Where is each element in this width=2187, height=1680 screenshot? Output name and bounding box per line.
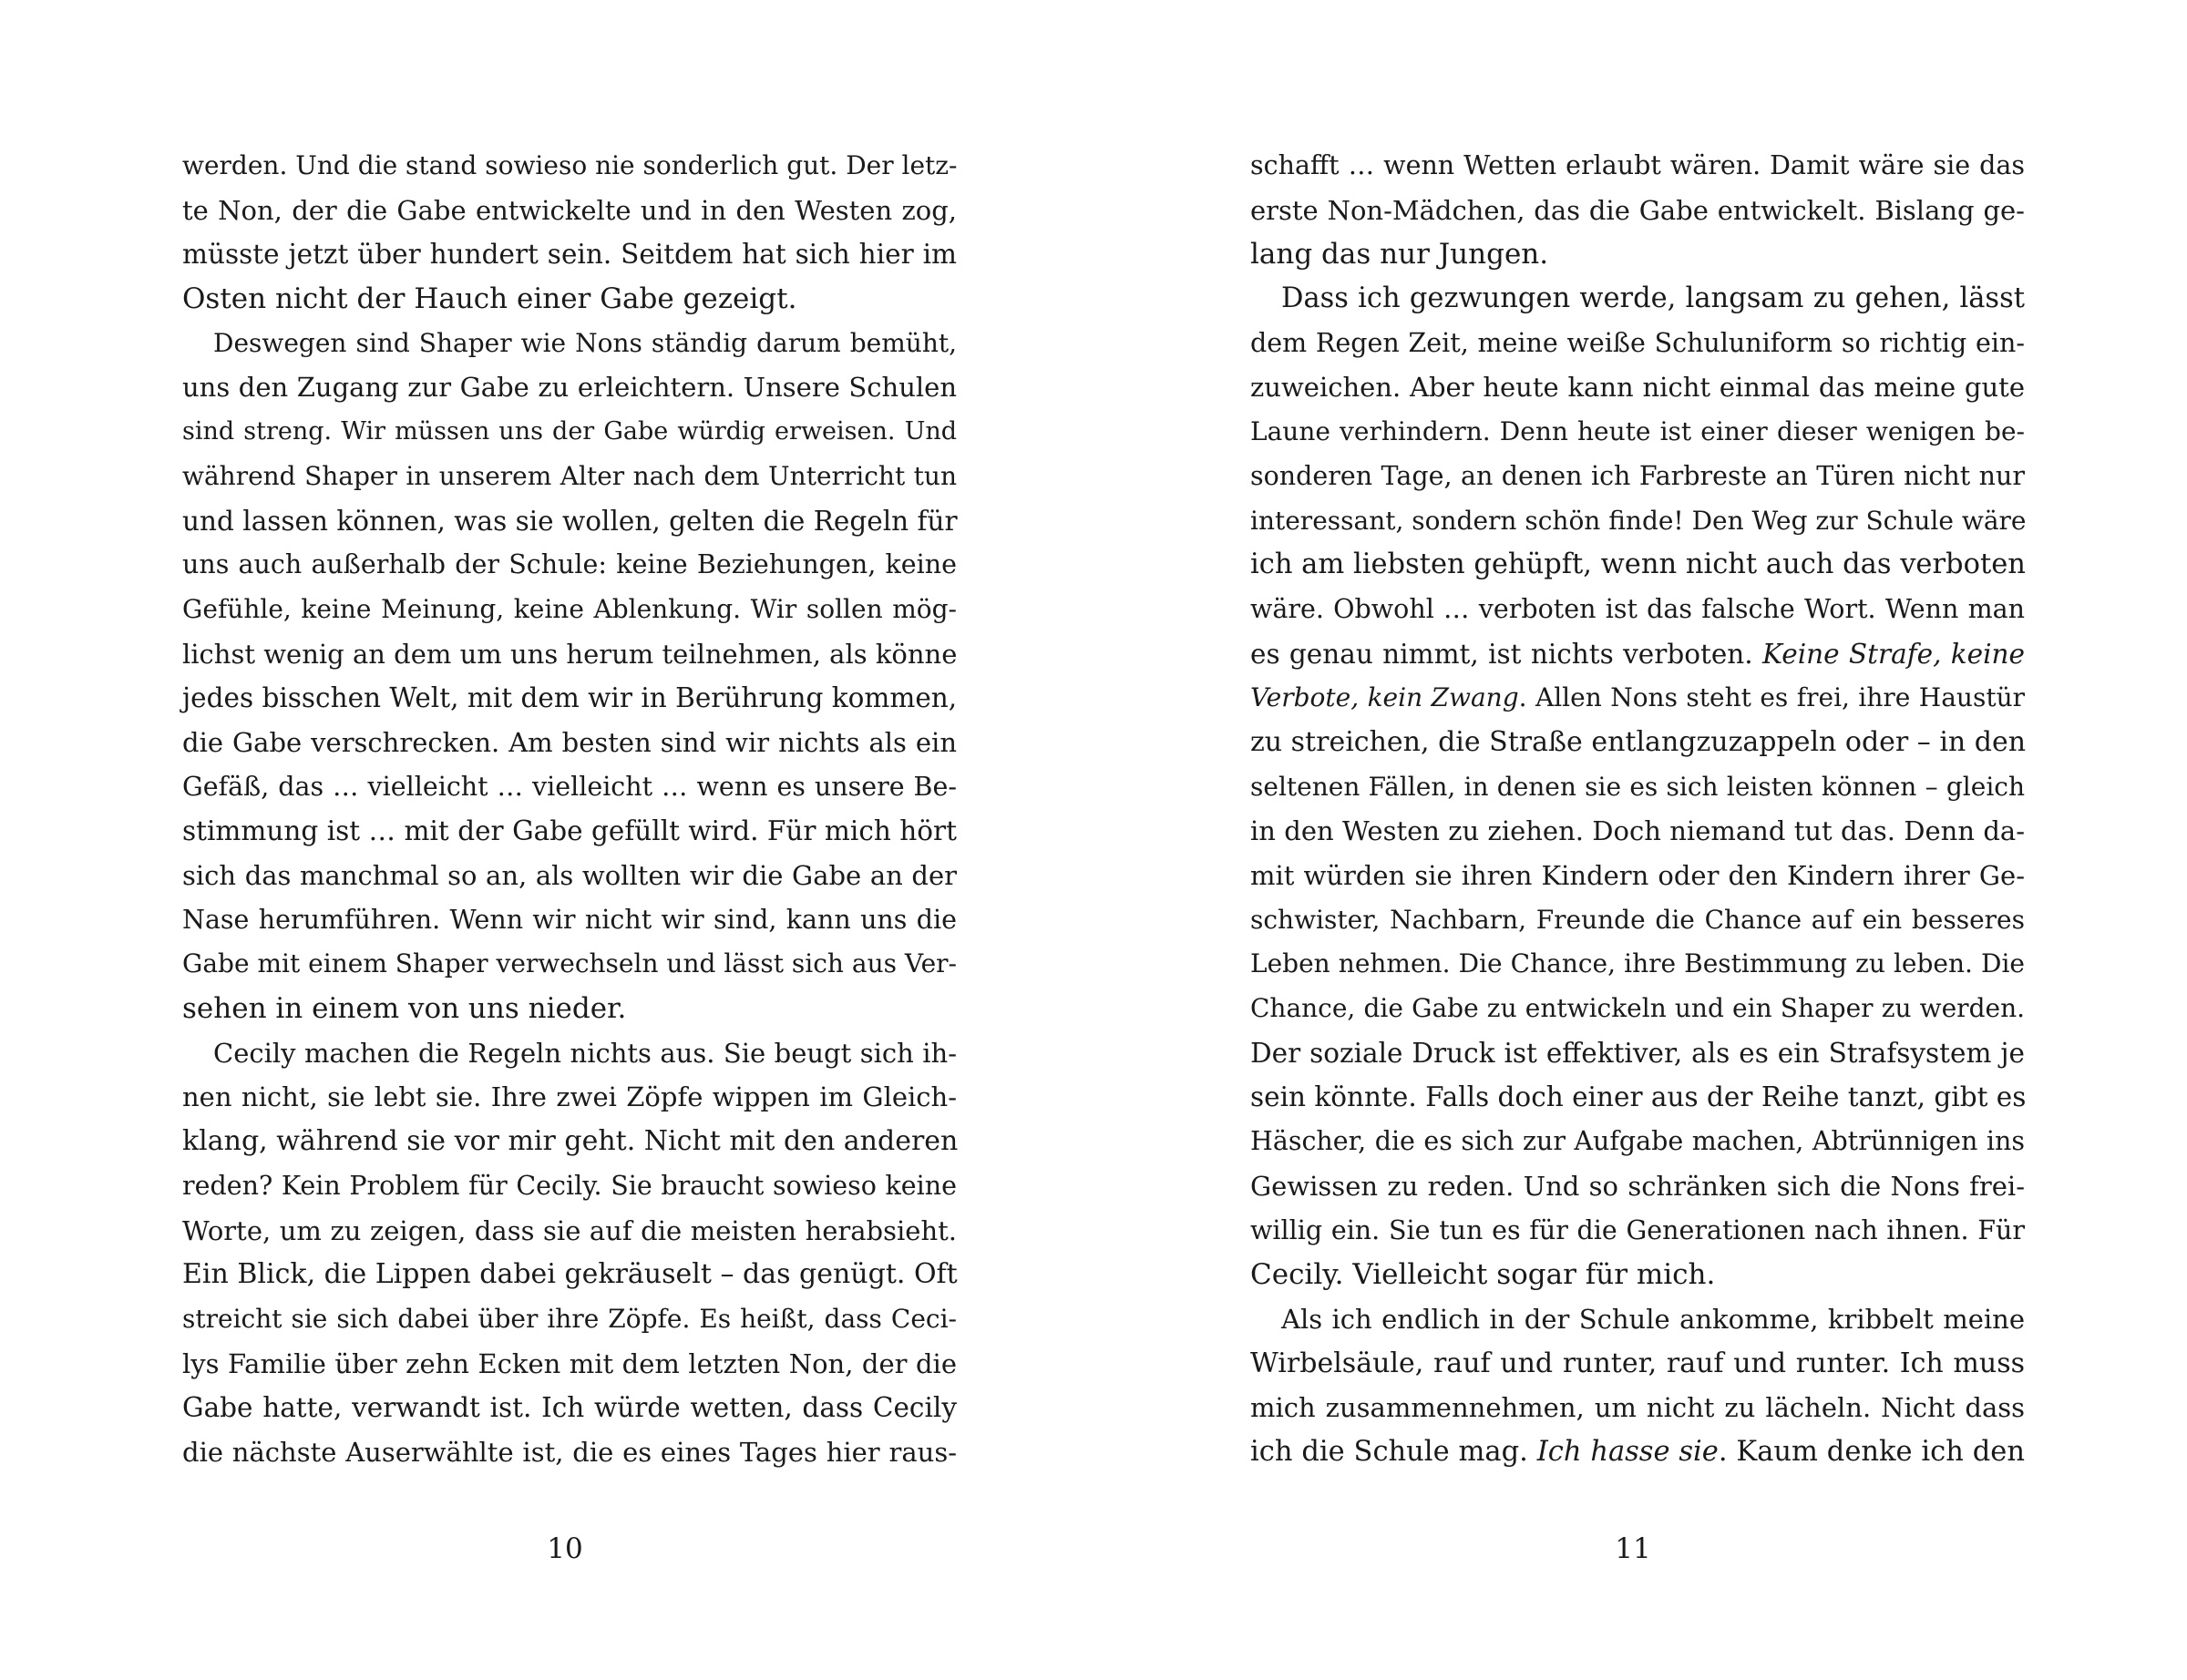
- italic-text-run: Ich hasse sie: [1536, 1435, 1719, 1468]
- text-run: Als ich endlich in der Schule ankomme, kribbelt meine: [1281, 1303, 2025, 1335]
- text-run: lang das nur Jungen.: [1250, 238, 1549, 271]
- text-line: Cecily machen die Regeln nichts aus. Sie beugt sich ih-: [213, 1037, 957, 1069]
- text-line: Gefäß, das … vielleicht … vielleicht … wenn es unsere Be-: [182, 771, 957, 802]
- text-line: Gabe mit einem Shaper verwechseln und lässt sich aus Ver-: [182, 948, 957, 979]
- text-run: zu streichen, die Straße entlangzuzappeln oder – in den: [1250, 725, 2027, 758]
- text-run: ich die Schule mag.: [1250, 1435, 1537, 1468]
- text-line: [1250, 1297, 2025, 1342]
- text-run: erste Non-Mädchen, das die Gabe entwickelt. Bislang ge-: [1250, 194, 2025, 226]
- text-line: [1250, 1253, 2025, 1297]
- text-line: [1250, 765, 2025, 810]
- text-run: mich zusammennehmen, um nicht zu lächeln. Nicht dass: [1250, 1392, 2025, 1424]
- italic-text-run: Keine Strafe, keine: [1762, 638, 2025, 670]
- text-run: Leben nehmen. Die Chance, ihre Bestimmung zu leben. Die: [1250, 948, 2025, 979]
- text-line: Osten nicht der Hauch einer Gabe gezeigt.: [182, 282, 797, 316]
- text-run: willig ein. Sie tun es für die Generationen nach ihnen. Für: [1250, 1214, 2025, 1245]
- text-run: interessant, sondern schön finde! Den Weg zur Schule wäre: [1250, 505, 2027, 536]
- text-line: uns den Zugang zur Gabe zu erleichtern. Unsere Schulen: [182, 372, 957, 404]
- text-line: [1250, 499, 2025, 544]
- left-page-text: [182, 144, 957, 1475]
- text-run: . Allen Nons steht es frei, ihre Haustür: [1518, 682, 2025, 713]
- text-line: Gabe hatte, verwandt ist. Ich würde wetten, dass Cecily: [182, 1392, 957, 1424]
- text-line: [1250, 1430, 2025, 1475]
- text-line: [1250, 365, 2025, 410]
- text-line: [1250, 543, 2025, 588]
- page-number-left: 10: [547, 1532, 583, 1565]
- text-run: Cecily. Vielleicht sogar für mich.: [1250, 1258, 1716, 1292]
- text-run: seltenen Fällen, in denen sie es sich leisten können – gleich: [1250, 771, 2025, 802]
- text-run: Gewissen zu reden. Und so schränken sich die Nons frei-: [1250, 1170, 2025, 1202]
- text-line: lichst wenig an dem um uns herum teilnehmen, als könne: [182, 638, 958, 670]
- text-line: [1250, 942, 2025, 987]
- text-line: [1250, 277, 2025, 322]
- page-number-right: 11: [1615, 1532, 1651, 1565]
- text-line: [1250, 455, 2025, 499]
- text-line: Nase herumführen. Wenn wir nicht wir sind, kann uns die: [182, 904, 957, 935]
- italic-text-run: Verbote, kein Zwang: [1250, 682, 1519, 713]
- text-run: zuweichen. Aber heute kann nicht einmal das meine gute: [1250, 372, 2025, 404]
- text-run: mit würden sie ihren Kindern oder den Kindern ihrer Ge-: [1250, 860, 2025, 891]
- text-line: stimmung ist … mit der Gabe gefüllt wird. Für mich hört: [182, 815, 957, 847]
- text-line: [1250, 410, 2025, 455]
- text-line: lys Familie über zehn Ecken mit dem letzten Non, der die: [182, 1347, 957, 1379]
- text-line: [1250, 721, 2025, 765]
- text-line: [1250, 898, 2025, 943]
- text-run: schafft … wenn Wetten erlaubt wären. Damit wäre sie das: [1250, 150, 2025, 180]
- text-line: Ein Blick, die Lippen dabei gekräuselt – das genügt. Oft: [182, 1258, 958, 1291]
- text-run: wäre. Obwohl … verboten ist das falsche Wort. Wenn man: [1250, 593, 2025, 624]
- text-run: es genau nimmt, ist nichts verboten.: [1250, 638, 1763, 670]
- text-line: jedes bisschen Welt, mit dem wir in Berührung kommen,: [182, 682, 958, 714]
- text-line: [1250, 232, 2025, 277]
- text-line: die nächste Auserwählte ist, die es eines Tages hier raus-: [182, 1436, 957, 1468]
- text-run: sein könnte. Falls doch einer aus der Reihe tanzt, gibt es: [1250, 1081, 2027, 1113]
- text-line: Worte, um zu zeigen, dass sie auf die meisten herabsieht.: [182, 1214, 957, 1246]
- text-run: Der soziale Druck ist effektiver, als es ein Strafsystem je: [1250, 1037, 2025, 1069]
- text-line: [1250, 144, 2025, 189]
- text-line: [1250, 1120, 2025, 1164]
- text-line: Gefühle, keine Meinung, keine Ablenkung. Wir sollen mög-: [182, 593, 957, 624]
- text-run: Dass ich gezwungen werde, langsam zu gehen, lässt: [1281, 282, 2025, 315]
- text-line: uns auch außerhalb der Schule: keine Beziehungen, keine: [182, 549, 957, 580]
- text-line: [1250, 1342, 2025, 1387]
- text-run: dem Regen Zeit, meine weiße Schuluniform so richtig ein-: [1250, 327, 2025, 358]
- text-run: Chance, die Gabe zu entwickeln und ein Shaper zu werden.: [1250, 993, 2025, 1024]
- text-line: sehen in einem von uns nieder.: [182, 992, 627, 1026]
- text-line: [1250, 1075, 2025, 1120]
- text-run: Laune verhindern. Denn heute ist einer dieser wenigen be-: [1250, 416, 2025, 447]
- text-line: und lassen können, was sie wollen, gelten die Regeln für: [182, 505, 958, 537]
- text-run: schwister, Nachbarn, Freunde die Chance auf ein besseres: [1250, 904, 2025, 935]
- text-line: die Gabe verschrecken. Am besten sind wir nichts als ein: [182, 726, 957, 758]
- text-run: Wirbelsäule, rauf und runter, rauf und runter. Ich muss: [1250, 1347, 2025, 1379]
- text-line: Deswegen sind Shaper wie Nons ständig darum bemüht,: [213, 327, 957, 358]
- text-line: nen nicht, sie lebt sie. Ihre zwei Zöpfe wippen im Gleich-: [182, 1081, 957, 1113]
- text-line: [1250, 1164, 2025, 1209]
- text-line: [1250, 987, 2025, 1031]
- text-line: [1250, 1386, 2025, 1430]
- text-line: [1250, 1209, 2025, 1254]
- text-line: müsste jetzt über hundert sein. Seitdem hat sich hier im: [182, 239, 957, 271]
- right-page-text: [1250, 144, 2025, 1475]
- text-run: Häscher, die es sich zur Aufgabe machen, Abtrünnigen ins: [1250, 1126, 2025, 1157]
- text-line: sind streng. Wir müssen uns der Gabe würdig erweisen. Und: [182, 417, 957, 446]
- text-line: [1250, 676, 2025, 721]
- text-line: klang, während sie vor mir geht. Nicht mit den anderen: [182, 1125, 959, 1158]
- text-line: [1250, 588, 2025, 632]
- text-run: sonderen Tage, an denen ich Farbreste an Türen nicht nur: [1250, 460, 2025, 491]
- text-line: te Non, der die Gabe entwickelte und in den Westen zog,: [182, 194, 957, 226]
- text-run: . Kaum denke ich den: [1718, 1435, 2025, 1468]
- text-line: [1250, 809, 2025, 854]
- text-run: in den Westen zu ziehen. Doch niemand tut das. Denn da-: [1250, 815, 2025, 847]
- text-line: [1250, 854, 2025, 898]
- text-line: [1250, 1031, 2025, 1076]
- text-line: streicht sie sich dabei über ihre Zöpfe. Es heißt, dass Ceci-: [182, 1303, 957, 1334]
- text-run: ich am liebsten gehüpft, wenn nicht auch das verboten: [1250, 548, 2026, 581]
- text-line: werden. Und die stand sowieso nie sonderlich gut. Der letz-: [182, 150, 958, 180]
- text-line: während Shaper in unserem Alter nach dem Unterricht tun: [182, 460, 957, 491]
- text-line: [1250, 189, 2025, 233]
- text-line: [1250, 632, 2025, 677]
- text-line: [1250, 322, 2025, 366]
- text-line: sich das manchmal so an, als wollten wir die Gabe an der: [182, 860, 957, 891]
- text-line: reden? Kein Problem für Cecily. Sie braucht sowieso keine: [182, 1170, 957, 1201]
